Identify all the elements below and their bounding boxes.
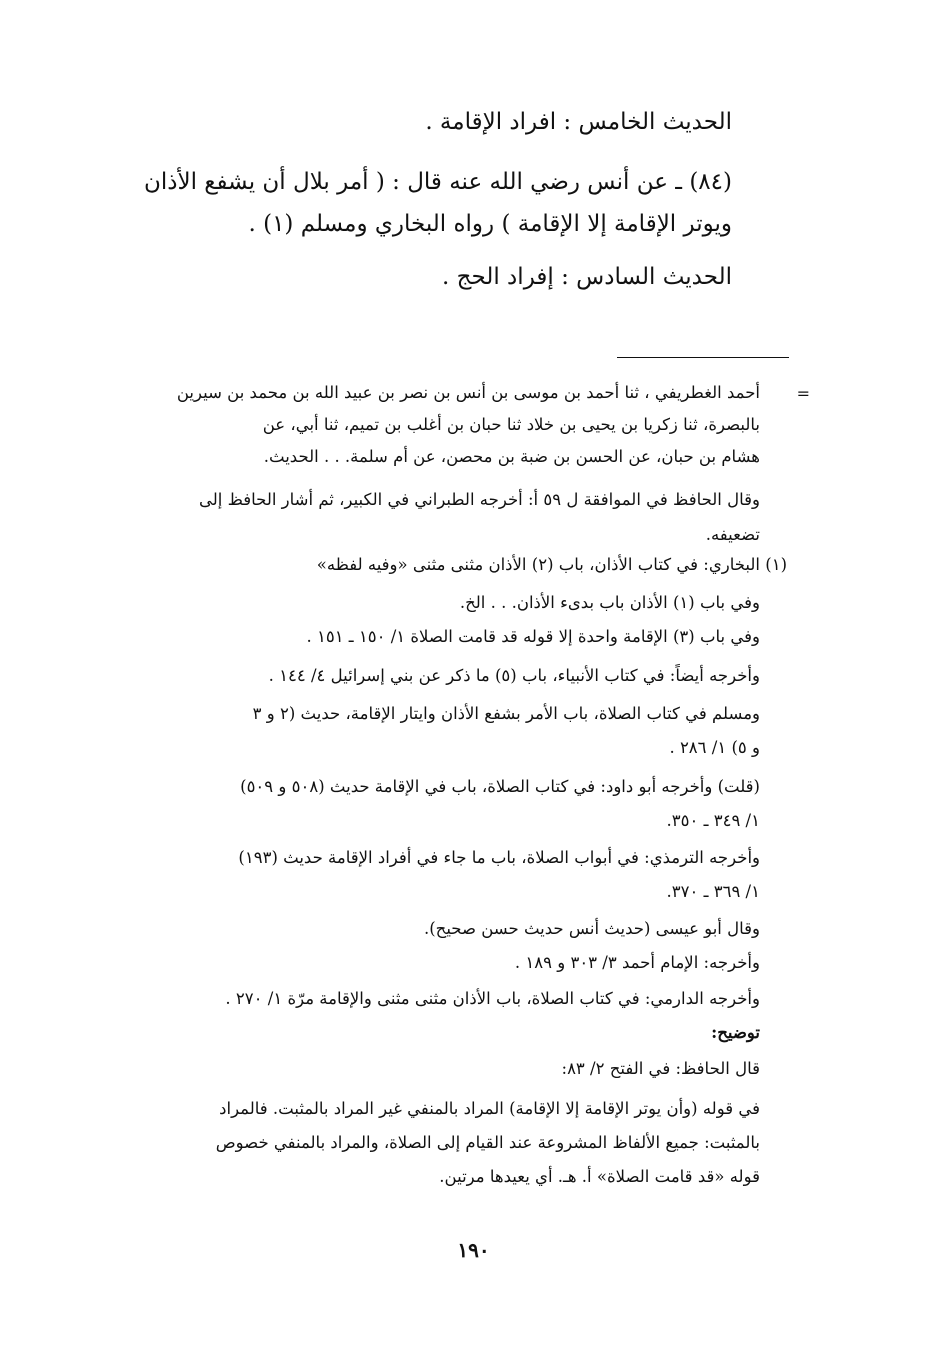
hadith-text-line-1: (٨٤) ـ عن أنس رضي الله عنه قال : ( أمر بلال أن يشفع الأذان [143, 169, 732, 195]
clarification-heading: توضيح: [711, 1023, 760, 1042]
footnote-line: قوله «قد قامت الصلاة» أ. هـ. أي يعيدها مرتين. [439, 1167, 760, 1186]
footnote-1-start: (١) البخاري: في كتاب الأذان، باب (٢) الأذان مثنى مثنى «وفيه لفظه» [316, 555, 787, 574]
hadith-heading-sixth: الحديث السادس : إفراد الحج . [442, 264, 732, 290]
footnote-line: ومسلم في كتاب الصلاة، باب الأمر بشفع الأذان وايتار الإقامة، حديث (٢ و ٣ [252, 704, 760, 723]
footnote-line: وأخرجه الترمذي: في أبواب الصلاة، باب ما جاء في أفراد الإقامة حديث (١٩٣) [238, 848, 760, 867]
footnote-line: وقال الحافظ في الموافقة ل ٥٩ أ: أخرجه الطبراني في الكبير، ثم أشار الحافظ إلى [198, 490, 760, 509]
footnote-line: في قوله (وأن يوتر الإقامة إلا الإقامة) المراد بالمنفي غير المراد بالمثبت. فالمراد [219, 1099, 760, 1118]
footnote-line: بالبصرة، ثنا زكريا بن يحيى بن خلاد ثنا حبان بن أغلب بن تميم، ثنا أبي، عن [262, 415, 760, 434]
footnote-line: بالمثبت: جميع الألفاظ المشروعة عند القيام إلى الصلاة، والمراد بالمنفي خصوص [215, 1133, 760, 1152]
footnote-line: وقال أبو عيسى (حديث أنس حديث حسن صحيح). [424, 919, 760, 938]
footnote-line: وفي باب (١) الأذان باب بدىء الأذان. . . الخ. [459, 593, 760, 612]
footnote-line: وأخرجه الدارمي: في كتاب الصلاة، باب الأذان مثنى مثنى والإقامة مرّة ١/ ٢٧٠ . [225, 989, 760, 1008]
footnote-line: هشام بن حبان، عن الحسن بن ضبة بن محصن، عن أم سلمة. . . الحديث. [263, 447, 760, 466]
footnote-line: قال الحافظ: في الفتح ٢/ ٨٣: [561, 1059, 760, 1078]
footnote-separator [617, 357, 789, 358]
footnote-continuation-mark: = [796, 384, 810, 403]
hadith-text-line-2: ويوتر الإقامة إلا الإقامة ) رواه البخاري ومسلم (١) . [248, 211, 732, 237]
footnote-line: و ٥) ١/ ٢٨٦ . [669, 738, 760, 757]
footnote-line: ١/ ٣٦٩ ـ ٣٧٠. [666, 882, 760, 901]
footnote-line: أحمد الغطريفي ، ثنا أحمد بن موسى بن أنس بن نصر بن عبيد الله بن محمد بن سيرين [176, 383, 760, 402]
footnote-line: وأخرجه أيضاً: في كتاب الأنبياء، باب (٥) ما ذكر عن بني إسرائيل ٤/ ١٤٤ . [268, 666, 760, 685]
hadith-heading-fifth: الحديث الخامس : افراد الإقامة . [425, 109, 732, 135]
footnote-line: ١/ ٣٤٩ ـ ٣٥٠. [666, 811, 760, 830]
footnote-line: (قلت) وأخرجه أبو داود: في كتاب الصلاة، باب في الإقامة حديث (٥٠٨ و ٥٠٩) [240, 777, 760, 796]
footnote-line: تضعيفه. [705, 525, 760, 544]
footnote-line: وأخرجه: الإمام أحمد ٣/ ٣٠٣ و ١٨٩ . [514, 953, 760, 972]
page-number: ١٩٠ [457, 1238, 490, 1262]
footnote-line: وفي باب (٣) الإقامة واحدة إلا قوله قد قامت الصلاة ١/ ١٥٠ ـ ١٥١ . [306, 627, 760, 646]
